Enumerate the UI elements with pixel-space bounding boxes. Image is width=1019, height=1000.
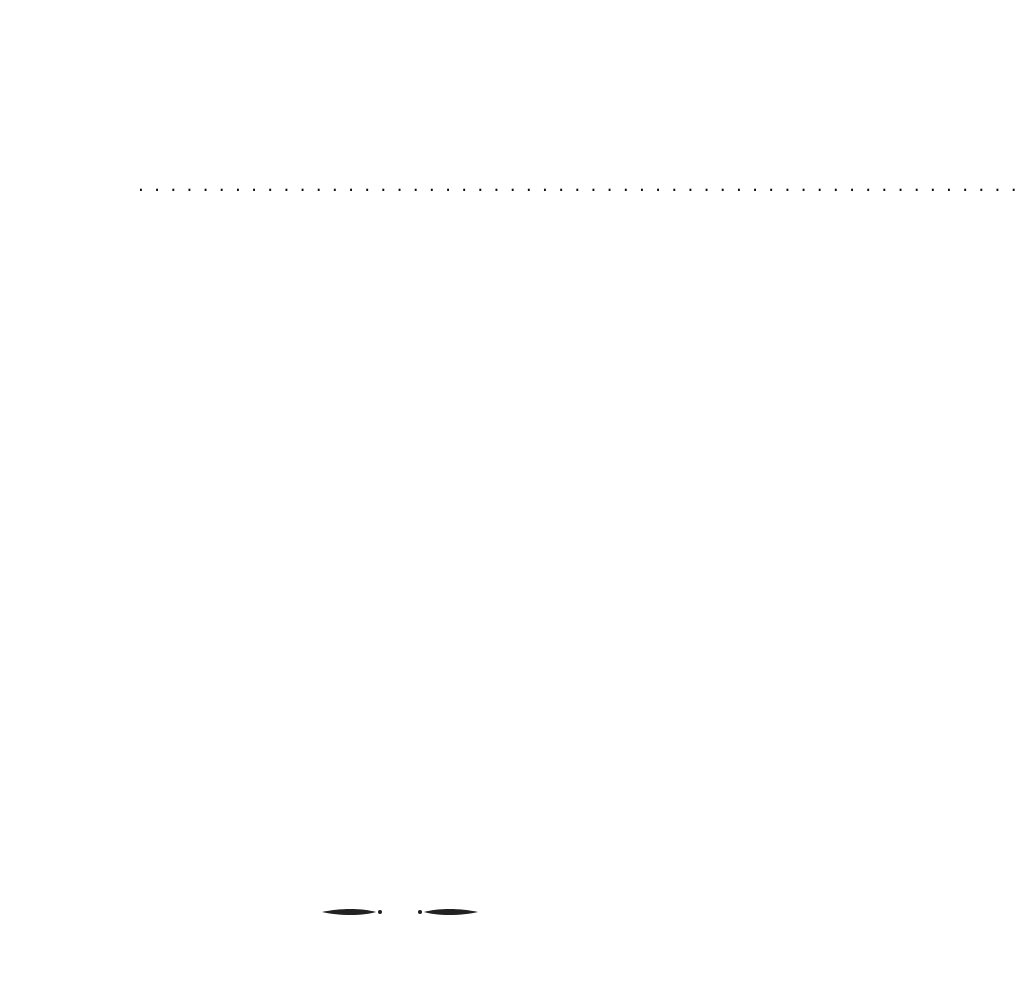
chapter-heading bbox=[130, 173, 1019, 198]
page-footer bbox=[0, 900, 800, 930]
footer-ornament-icon bbox=[300, 900, 500, 924]
chapter-title-line2 bbox=[130, 173, 1019, 198]
dot-leader: . . . . . . . . . . . . . . . . . . . . . . . . . . . . . . . . . . . . . . . . . . . . . . . . . . . . . . . bbox=[138, 175, 1019, 196]
